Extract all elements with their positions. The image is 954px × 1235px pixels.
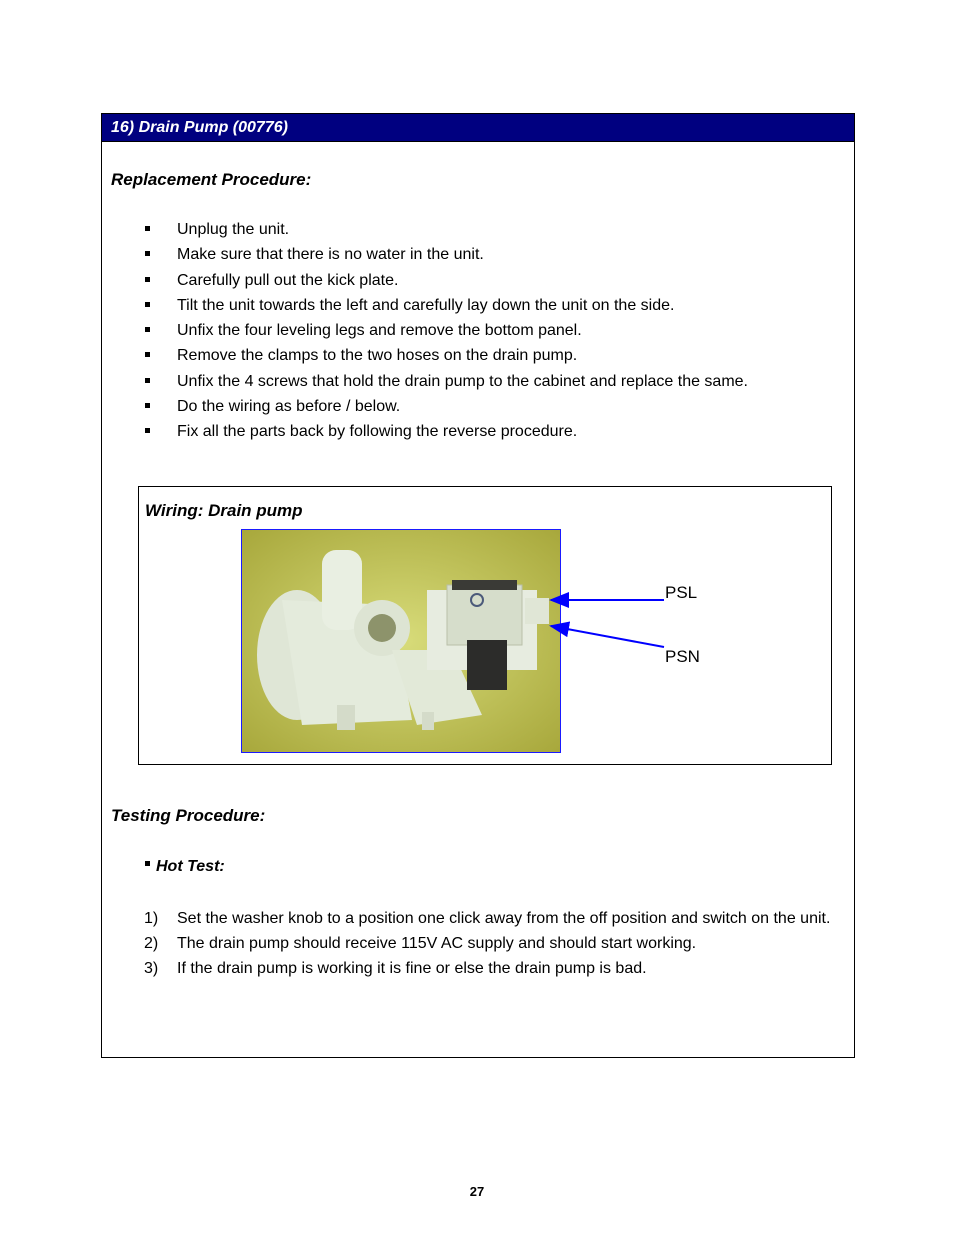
wiring-title: Wiring: Drain pump	[145, 501, 303, 520]
bullet-icon	[145, 226, 150, 231]
procedure-frame: 16) Drain Pump (00776) Replacement Procedure: Unplug the unit. Make sure that there is no water in the unit. Carefully pull out the kick plate. Tilt the unit towards the left and carefully lay down the unit on the side. Unfix the four leveling legs and remove the bottom panel. Remove the clamps to the two hoses on the drain pump. Unfix the 4 screws that hold the drain pump to the cabinet and replace the same. Do the wiring as before / below. Fix all the parts back by following the reverse procedure. Wiring: Drain pump PSL PSN Testing Procedure: Hot Test: 1) Set the washer knob to a position one click away from the off position and switch on the unit. 2) The drain pump should receive 115V AC supply and should start working. 3) If the drain pump is working it is fine or else the drain pump is bad.	[101, 113, 855, 1058]
testing-procedure-title: Testing Procedure:	[111, 806, 266, 825]
bullet-icon	[145, 251, 150, 256]
bullet-icon	[145, 428, 150, 433]
list-item: 2) The drain pump should receive 115V AC supply and should start working.	[144, 935, 697, 952]
list-item: 1) Set the washer knob to a position one click away from the off position and switch on the unit.	[144, 910, 831, 927]
bullet-icon	[145, 378, 150, 383]
hot-test-heading: Hot Test:	[145, 858, 225, 876]
wiring-arrows	[139, 487, 831, 764]
psn-label: PSN	[665, 647, 700, 666]
bullet-icon	[145, 861, 150, 866]
bullet-icon	[145, 302, 150, 307]
replacement-procedure-title: Replacement Procedure:	[111, 170, 312, 189]
bullet-icon	[145, 403, 150, 408]
list-item: 3) If the drain pump is working it is fine or else the drain pump is bad.	[144, 960, 647, 977]
psn-arrow	[551, 626, 664, 647]
wiring-box	[138, 486, 832, 765]
testing-steps-list	[144, 906, 849, 981]
bullet-icon	[145, 352, 150, 357]
bullet-icon	[145, 277, 150, 282]
page-number: 27	[469, 1184, 485, 1199]
section-header	[102, 114, 854, 142]
psl-label: PSL	[665, 583, 698, 602]
bullet-icon	[145, 327, 150, 332]
section-header-title: 16) Drain Pump (00776)	[111, 119, 288, 136]
